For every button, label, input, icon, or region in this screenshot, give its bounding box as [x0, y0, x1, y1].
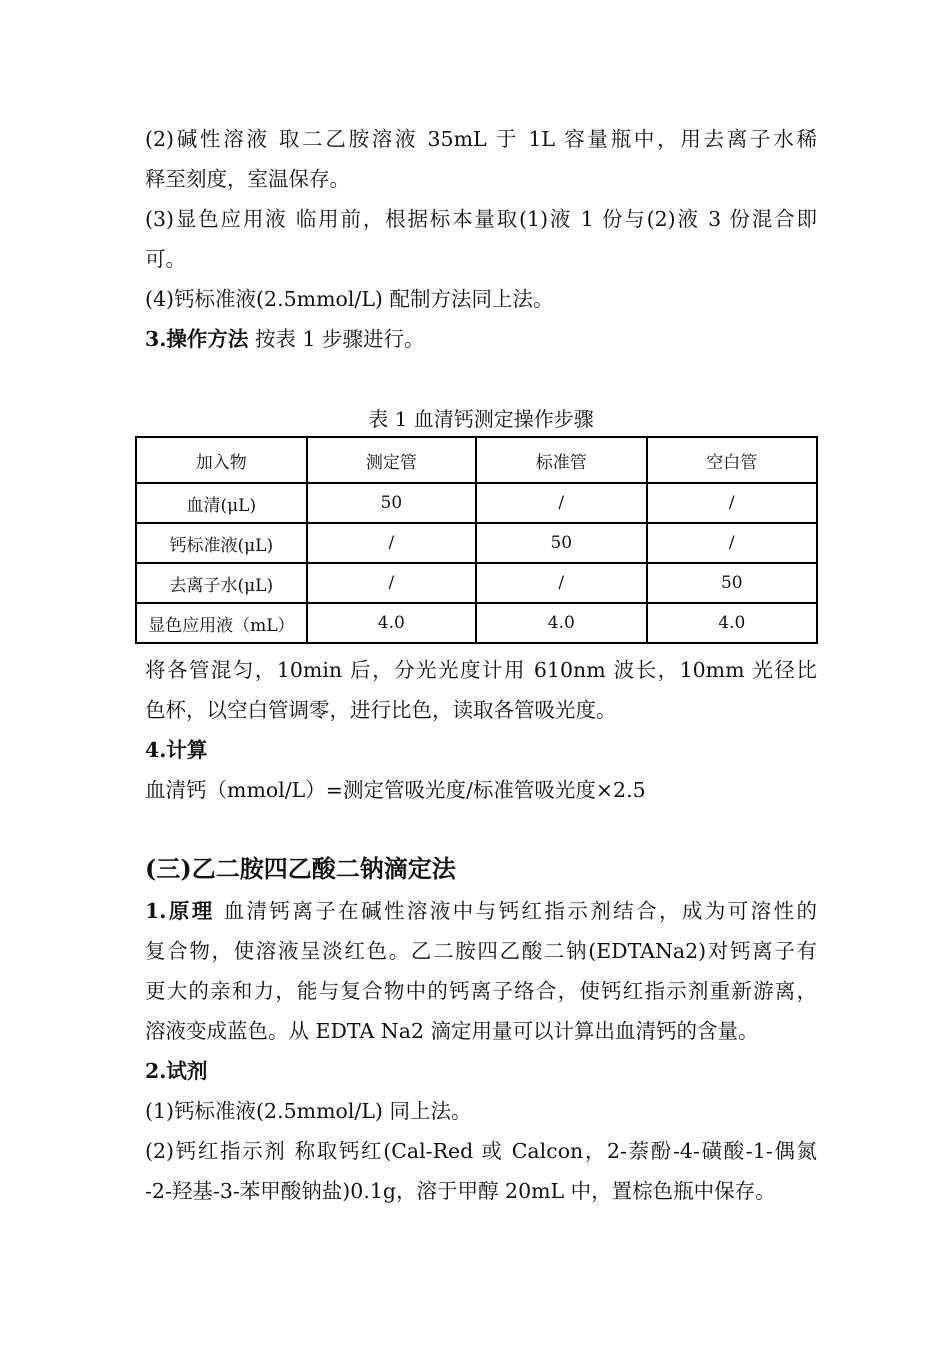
- reagent-paragraph-top: [145, 119, 817, 359]
- section-text: 血清钙离子在碱性溶液中与钙红指示剂结合，成为可溶性的: [214, 899, 817, 923]
- text-line: -2-羟基-3-苯甲酸钠盐)0.1g，溶于甲醇 20mL 中，置棕色瓶中保存。: [145, 1179, 776, 1203]
- section-label: 3.操作方法: [145, 327, 249, 351]
- table-caption: 表 1 血清钙测定操作步骤: [368, 407, 594, 431]
- text-line: (2)钙红指示剂 称取钙红(Cal-Red 或 Calcon，2-萘酚-4-磺酸-1-偶氮: [145, 1139, 817, 1163]
- text-line: 溶液变成蓝色。从 EDTA Na2 滴定用量可以计算出血清钙的含量。: [145, 1019, 759, 1043]
- text-line: (2)碱性溶液 取二乙胺溶液 35mL 于 1L 容量瓶中，用去离子水稀: [145, 127, 817, 151]
- table-cell: 4.0: [307, 603, 476, 643]
- table-row: [136, 563, 817, 603]
- table-cell: 4.0: [647, 603, 817, 643]
- table-cell: 50: [647, 563, 817, 603]
- table-cell: 显色应用液（mL）: [136, 603, 307, 643]
- text-line: (3)显色应用液 临用前，根据标本量取(1)液 1 份与(2)液 3 份混合即: [145, 207, 817, 231]
- text-line: 复合物，使溶液呈淡红色。乙二胺四乙酸二钠(EDTANa2)对钙离子有: [145, 939, 817, 963]
- table-row: [136, 483, 817, 523]
- text-line: 可。: [145, 247, 186, 271]
- header-cell: 测定管: [307, 437, 476, 483]
- table-cell: 钙标准液(μL): [136, 523, 307, 563]
- section-label: 1.原理: [145, 899, 215, 923]
- section-text: 按表 1 步骤进行。: [248, 327, 425, 351]
- principle-paragraph: [145, 891, 817, 1211]
- table-cell: /: [647, 483, 817, 523]
- text-line: 更大的亲和力，能与复合物中的钙离子络合，使钙红指示剂重新游离，: [145, 979, 817, 1003]
- text-line: 色杯，以空白管调零，进行比色，读取各管吸光度。: [145, 698, 617, 722]
- header-cell: 标准管: [476, 437, 646, 483]
- reagent-heading: 2.试剂: [145, 1059, 208, 1083]
- text-line: 将各管混匀，10min 后，分光光度计用 610nm 波长，10mm 光径比: [145, 658, 817, 682]
- operation-method-line: [145, 319, 817, 359]
- table-cell: /: [476, 483, 646, 523]
- procedure-table: [135, 436, 818, 644]
- table-cell: 血清(μL): [136, 483, 307, 523]
- header-cell: 加入物: [136, 437, 307, 483]
- formula-line: 血清钙（mmol/L）=测定管吸光度/标准管吸光度×2.5: [145, 778, 646, 802]
- text-line: [145, 891, 817, 931]
- calculation-heading: 4.计算: [145, 738, 208, 762]
- header-cell: 空白管: [647, 437, 817, 483]
- table-header-row: [136, 437, 817, 483]
- table-cell: /: [307, 563, 476, 603]
- section-heading: (三)乙二胺四乙酸二钠滴定法: [145, 854, 456, 883]
- table-cell: /: [307, 523, 476, 563]
- table-row: [136, 523, 817, 563]
- table-row: [136, 603, 817, 643]
- procedure-paragraph: [145, 650, 817, 810]
- table-cell: 4.0: [476, 603, 646, 643]
- table-cell: 去离子水(μL): [136, 563, 307, 603]
- text-line: (4)钙标准液(2.5mmol/L) 配制方法同上法。: [145, 287, 554, 311]
- table-cell: 50: [307, 483, 476, 523]
- table-cell: 50: [476, 523, 646, 563]
- text-line: (1)钙标准液(2.5mmol/L) 同上法。: [145, 1099, 472, 1123]
- table-cell: /: [647, 523, 817, 563]
- table-cell: /: [476, 563, 646, 603]
- text-line: 释至刻度，室温保存。: [145, 167, 350, 191]
